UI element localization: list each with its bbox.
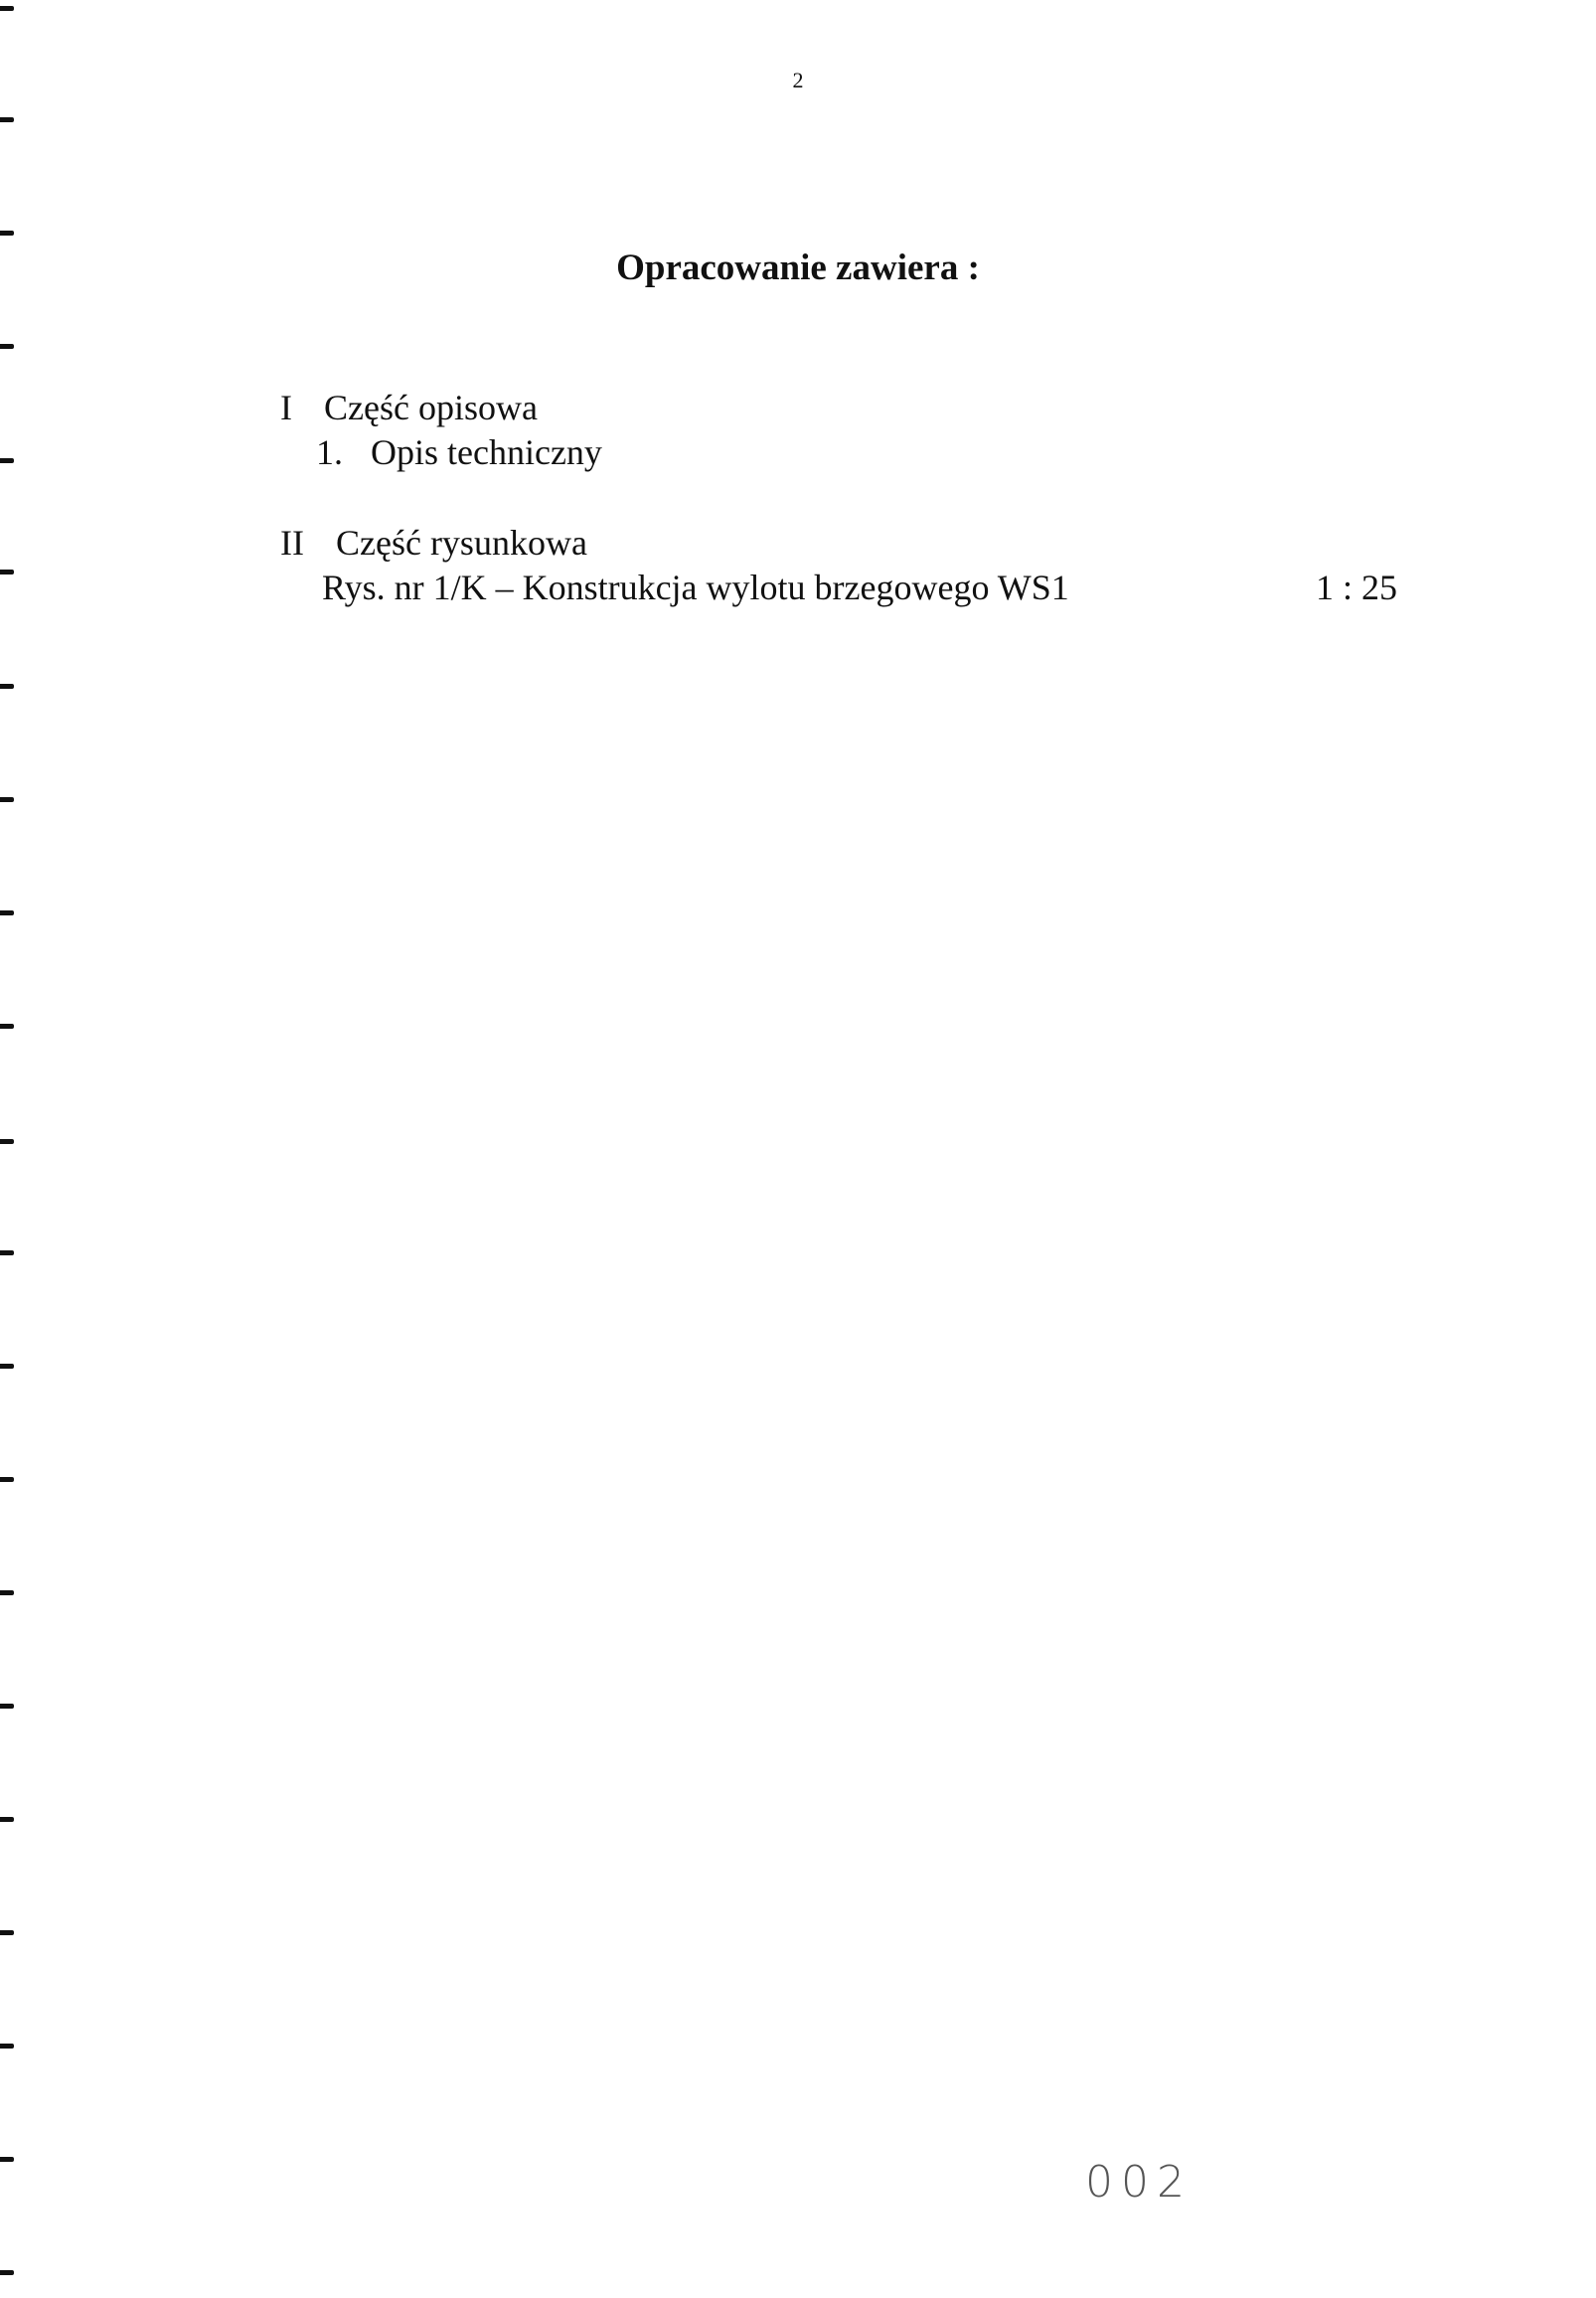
part1-item-number: 1. [316, 432, 343, 472]
binding-mark [0, 684, 14, 689]
binding-mark [0, 1590, 14, 1595]
binding-mark [0, 231, 14, 236]
binding-mark [0, 1250, 14, 1255]
binding-mark [0, 2157, 14, 2162]
part1-item-label: Opis techniczny [371, 432, 602, 472]
part2-roman: II [280, 523, 304, 563]
page-number: 2 [792, 68, 804, 92]
binding-marks [0, 0, 20, 2298]
binding-mark [0, 910, 14, 915]
binding-mark [0, 2044, 14, 2049]
page-title: Opracowanie zawiera : [616, 247, 980, 288]
part1-heading [280, 390, 538, 425]
binding-mark [0, 797, 14, 802]
binding-mark [0, 1364, 14, 1369]
binding-mark [0, 344, 14, 349]
drawing-scale [1316, 570, 1397, 605]
drawing-label: Rys. nr 1/K – Konstrukcja wylotu brzegowego WS1 [322, 568, 1069, 607]
binding-mark [0, 117, 14, 122]
part1-item [316, 434, 602, 470]
binding-mark [0, 458, 14, 463]
binding-mark [0, 2270, 14, 2275]
drawing-item [322, 570, 1069, 605]
binding-mark [0, 1024, 14, 1029]
part2-label: Część rysunkowa [335, 523, 587, 563]
binding-mark [0, 6, 14, 11]
page-stamp: 002 [1085, 2157, 1193, 2208]
binding-mark [0, 1704, 14, 1709]
part2-heading [280, 525, 587, 561]
part1-label: Część opisowa [324, 388, 538, 427]
binding-mark [0, 1817, 14, 1822]
drawing-scale-value: 1 : 25 [1316, 568, 1398, 607]
binding-mark [0, 1477, 14, 1482]
part1-roman: I [280, 388, 292, 427]
binding-mark [0, 1930, 14, 1935]
binding-mark [0, 1139, 14, 1144]
binding-mark [0, 570, 14, 574]
